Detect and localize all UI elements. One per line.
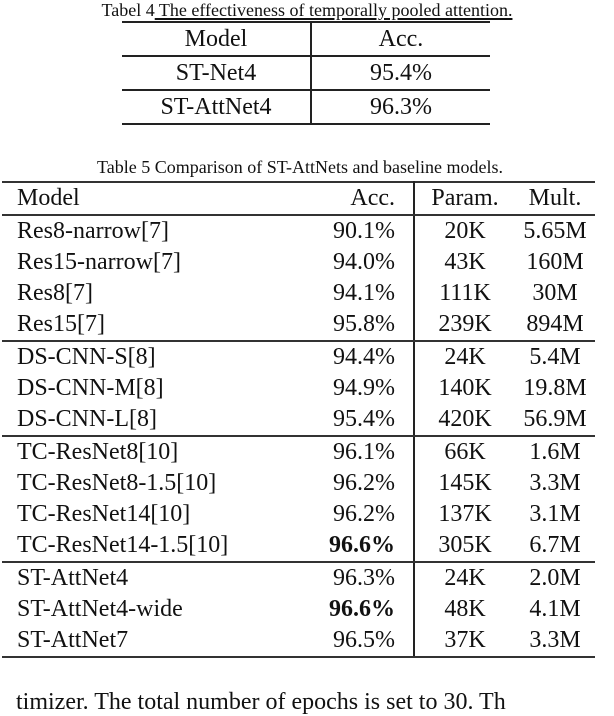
- cell-param: 239K: [414, 309, 515, 341]
- cell-acc-best: 96.6%: [287, 594, 414, 625]
- table-row: [122, 56, 490, 90]
- cell-param: 24K: [444, 565, 486, 591]
- table-row: [2, 436, 595, 468]
- table4-cell-model: ST-Net4: [122, 56, 311, 90]
- cell-acc-best: 96.6%: [287, 530, 414, 562]
- table4-caption-text: The effectiveness of temporally pooled attention.: [154, 0, 513, 20]
- cell-mult: 3.1M: [529, 501, 581, 527]
- cell-model: Res8-narrow[7]: [17, 218, 169, 244]
- cell-mult: 6.7M: [515, 530, 595, 562]
- table4-caption-label: Tabel 4: [101, 0, 155, 20]
- cell-acc: 95.4%: [287, 404, 414, 436]
- table-row: [2, 373, 595, 404]
- cell-mult: 894M: [515, 309, 595, 341]
- cell-model: TC-ResNet14[10]: [17, 501, 191, 527]
- cell-model: ST-AttNet7: [2, 625, 287, 657]
- cell-param: 37K: [414, 625, 515, 657]
- table4-header-row: [122, 22, 490, 56]
- cell-acc: 96.5%: [287, 625, 414, 657]
- table-row: [122, 90, 490, 124]
- cell-acc: 94.1%: [287, 278, 414, 309]
- table-row: [2, 562, 595, 594]
- table5-caption: Table 5 Comparison of ST-AttNets and baseline models.: [96, 157, 503, 177]
- body-text-partial: timizer. The total number of epochs is set to 30. Th: [16, 689, 506, 715]
- table5-header-acc: Acc.: [287, 182, 414, 215]
- cell-mult: 5.4M: [529, 344, 581, 370]
- cell-mult: 30M: [532, 280, 578, 306]
- cell-acc: 94.0%: [287, 247, 414, 278]
- cell-acc: 96.3%: [287, 562, 414, 594]
- cell-param: 66K: [444, 439, 486, 465]
- table-row: [2, 530, 595, 562]
- cell-acc: 95.8%: [287, 309, 414, 341]
- cell-model: ST-AttNet4: [17, 565, 129, 591]
- cell-param: 140K: [438, 375, 492, 401]
- cell-acc: 96.2%: [287, 499, 414, 530]
- cell-mult: 19.8M: [523, 375, 587, 401]
- cell-mult: 56.9M: [515, 404, 595, 436]
- cell-param: 43K: [444, 249, 486, 275]
- cell-mult: 5.65M: [523, 218, 587, 244]
- table4-header-model: Model: [122, 22, 311, 56]
- table5-header-row: [2, 182, 595, 215]
- cell-model: Res8[7]: [17, 280, 93, 306]
- cell-model: TC-ResNet8-1.5[10]: [17, 470, 217, 496]
- table-row: [2, 341, 595, 373]
- table-row: [2, 309, 595, 341]
- cell-mult: 4.1M: [529, 596, 581, 622]
- cell-model: TC-ResNet8[10]: [17, 439, 179, 465]
- cell-param: 24K: [444, 344, 486, 370]
- table4: [122, 21, 490, 125]
- cell-mult: 1.6M: [529, 439, 581, 465]
- cell-acc: 96.2%: [287, 468, 414, 499]
- cell-param: 305K: [414, 530, 515, 562]
- table4-header-acc: Acc.: [311, 22, 490, 56]
- table-row: [2, 499, 595, 530]
- cell-model: DS-CNN-S[8]: [17, 344, 156, 370]
- table-row: [2, 404, 595, 436]
- cell-mult: 2.0M: [529, 565, 581, 591]
- cell-param: 137K: [438, 501, 492, 527]
- cell-param: 145K: [438, 470, 492, 496]
- table-row: [2, 278, 595, 309]
- table-row: [2, 625, 595, 657]
- cell-acc: 94.4%: [287, 341, 414, 373]
- cell-mult: 160M: [526, 249, 584, 275]
- table5-header-model: Model: [2, 182, 287, 215]
- table5: [2, 181, 595, 658]
- cell-acc: 90.1%: [287, 215, 414, 247]
- table5-header-mult: Mult.: [515, 182, 595, 215]
- table4-caption: [0, 0, 614, 20]
- cell-param: 420K: [414, 404, 515, 436]
- table-row: [2, 468, 595, 499]
- cell-acc: 96.1%: [287, 436, 414, 468]
- cell-model: Res15-narrow[7]: [17, 249, 181, 275]
- table-row: [2, 215, 595, 247]
- cell-acc: 94.9%: [287, 373, 414, 404]
- cell-param: 111K: [439, 280, 491, 306]
- table4-cell-acc: 95.4%: [311, 56, 490, 90]
- cell-mult: 3.3M: [529, 470, 581, 496]
- table4-cell-acc: 96.3%: [311, 90, 490, 124]
- cell-param: 20K: [444, 218, 486, 244]
- table5-header-param: Param.: [414, 182, 515, 215]
- cell-model: DS-CNN-L[8]: [2, 404, 287, 436]
- cell-model: Res15[7]: [2, 309, 287, 341]
- cell-model: TC-ResNet14-1.5[10]: [2, 530, 287, 562]
- cell-param: 48K: [444, 596, 486, 622]
- cell-mult: 3.3M: [515, 625, 595, 657]
- cell-model: ST-AttNet4-wide: [17, 596, 183, 622]
- table4-cell-model: ST-AttNet4: [122, 90, 311, 124]
- table-row: [2, 247, 595, 278]
- table-row: [2, 594, 595, 625]
- cell-model: DS-CNN-M[8]: [17, 375, 164, 401]
